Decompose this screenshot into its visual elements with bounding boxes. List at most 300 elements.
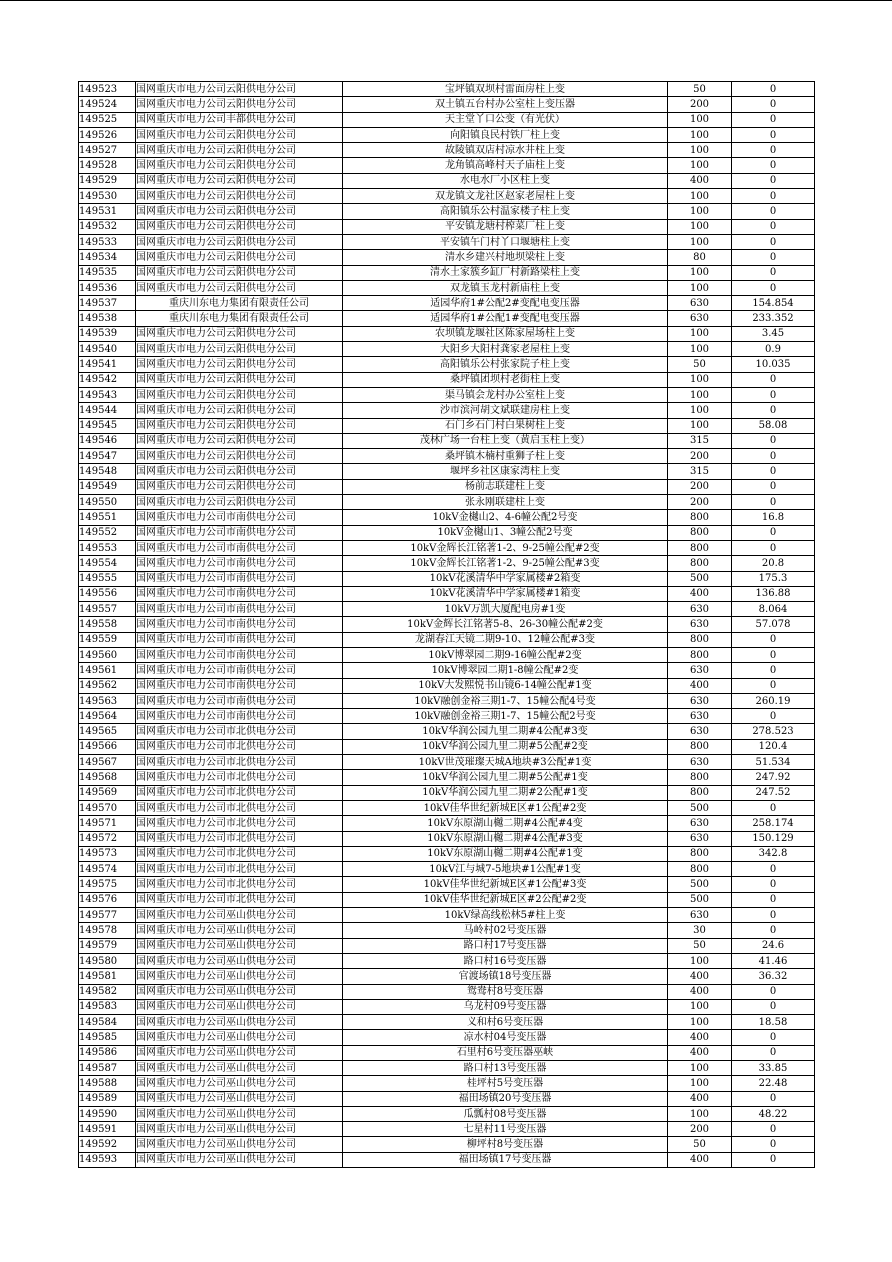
table-row xyxy=(79,571,815,586)
cell-transformer-name: 张永刚联建柱上变 xyxy=(343,495,668,510)
cell-capacity: 630 xyxy=(668,296,732,311)
cell-record-id: 149564 xyxy=(79,709,136,724)
table-row xyxy=(79,908,815,923)
cell-capacity: 50 xyxy=(668,82,732,97)
table-row xyxy=(79,953,815,968)
cell-company-name: 国网重庆市电力公司市南供电分公司 xyxy=(136,617,343,632)
cell-transformer-name: 石门乡石门村白果树柱上变 xyxy=(343,418,668,433)
cell-company-name: 国网重庆市电力公司云阳供电分公司 xyxy=(136,387,343,402)
cell-company-name: 国网重庆市电力公司云阳供电分公司 xyxy=(136,127,343,142)
cell-company-name: 国网重庆市电力公司巫山供电分公司 xyxy=(136,923,343,938)
cell-transformer-name: 路口村13号变压器 xyxy=(343,1061,668,1076)
cell-transformer-name: 双龙镇文龙社区赵家老屋柱上变 xyxy=(343,189,668,204)
cell-record-id: 149572 xyxy=(79,831,136,846)
cell-record-id: 149549 xyxy=(79,479,136,494)
table-row xyxy=(79,372,815,387)
table-row xyxy=(79,265,815,280)
cell-value: 120.4 xyxy=(732,739,815,754)
cell-transformer-name: 10kV融创金裕三期1-7、15幢公配2号变 xyxy=(343,709,668,724)
cell-company-name: 重庆川东电力集团有限责任公司 xyxy=(136,296,343,311)
cell-value: 0 xyxy=(732,372,815,387)
table-row xyxy=(79,678,815,693)
cell-record-id: 149555 xyxy=(79,571,136,586)
cell-transformer-name: 10kV江与城7-5地块#1公配#1变 xyxy=(343,862,668,877)
cell-record-id: 149551 xyxy=(79,510,136,525)
table-row xyxy=(79,112,815,127)
cell-record-id: 149587 xyxy=(79,1061,136,1076)
cell-company-name: 国网重庆市电力公司云阳供电分公司 xyxy=(136,143,343,158)
cell-company-name: 国网重庆市电力公司市南供电分公司 xyxy=(136,510,343,525)
cell-value: 175.3 xyxy=(732,571,815,586)
cell-company-name: 国网重庆市电力公司巫山供电分公司 xyxy=(136,999,343,1014)
cell-company-name: 国网重庆市电力公司市北供电分公司 xyxy=(136,862,343,877)
cell-capacity: 200 xyxy=(668,449,732,464)
cell-capacity: 630 xyxy=(668,311,732,326)
table-row xyxy=(79,892,815,907)
cell-capacity: 800 xyxy=(668,632,732,647)
cell-record-id: 149565 xyxy=(79,724,136,739)
cell-company-name: 国网重庆市电力公司市南供电分公司 xyxy=(136,556,343,571)
cell-transformer-name: 桂坪村5号变压器 xyxy=(343,1076,668,1091)
cell-record-id: 149531 xyxy=(79,204,136,219)
cell-record-id: 149577 xyxy=(79,908,136,923)
table-row xyxy=(79,617,815,632)
table-row xyxy=(79,862,815,877)
cell-transformer-name: 桑坪镇木楠村重狮子柱上变 xyxy=(343,449,668,464)
cell-capacity: 800 xyxy=(668,556,732,571)
cell-transformer-name: 适园华府1#公配1#变配电变压器 xyxy=(343,311,668,326)
cell-capacity: 200 xyxy=(668,479,732,494)
cell-transformer-name: 双土镇五台村办公室柱上变压器 xyxy=(343,97,668,112)
cell-record-id: 149585 xyxy=(79,1030,136,1045)
cell-value: 0 xyxy=(732,387,815,402)
cell-record-id: 149571 xyxy=(79,816,136,831)
table-row xyxy=(79,739,815,754)
table-row xyxy=(79,1137,815,1152)
cell-record-id: 149588 xyxy=(79,1076,136,1091)
cell-value: 24.6 xyxy=(732,938,815,953)
cell-record-id: 149570 xyxy=(79,800,136,815)
table-row xyxy=(79,663,815,678)
cell-capacity: 500 xyxy=(668,877,732,892)
cell-capacity: 100 xyxy=(668,403,732,418)
table-row xyxy=(79,540,815,555)
cell-capacity: 630 xyxy=(668,709,732,724)
cell-capacity: 630 xyxy=(668,693,732,708)
cell-record-id: 149580 xyxy=(79,953,136,968)
cell-transformer-name: 鸳鸯村8号变压器 xyxy=(343,984,668,999)
table-row xyxy=(79,449,815,464)
cell-record-id: 149530 xyxy=(79,189,136,204)
cell-value: 0 xyxy=(732,999,815,1014)
cell-capacity: 800 xyxy=(668,510,732,525)
cell-company-name: 国网重庆市电力公司云阳供电分公司 xyxy=(136,433,343,448)
cell-transformer-name: 龙角镇高峰村天子庙柱上变 xyxy=(343,158,668,173)
cell-company-name: 国网重庆市电力公司巫山供电分公司 xyxy=(136,953,343,968)
cell-value: 0 xyxy=(732,173,815,188)
cell-transformer-name: 10kV佳华世纪新城E区#1公配#3变 xyxy=(343,877,668,892)
table-row xyxy=(79,999,815,1014)
table-row xyxy=(79,969,815,984)
cell-capacity: 100 xyxy=(668,280,732,295)
cell-capacity: 800 xyxy=(668,770,732,785)
cell-transformer-name: 10kV金樾山2、4-6幢公配2号变 xyxy=(343,510,668,525)
cell-capacity: 800 xyxy=(668,739,732,754)
cell-record-id: 149546 xyxy=(79,433,136,448)
cell-record-id: 149569 xyxy=(79,785,136,800)
cell-capacity: 100 xyxy=(668,1106,732,1121)
cell-record-id: 149526 xyxy=(79,127,136,142)
cell-capacity: 630 xyxy=(668,724,732,739)
cell-value: 10.035 xyxy=(732,357,815,372)
cell-company-name: 国网重庆市电力公司云阳供电分公司 xyxy=(136,219,343,234)
table-row xyxy=(79,280,815,295)
cell-transformer-name: 七星村11号变压器 xyxy=(343,1122,668,1137)
table-row xyxy=(79,647,815,662)
table-row xyxy=(79,234,815,249)
cell-transformer-name: 瓜瓢村08号变压器 xyxy=(343,1106,668,1121)
table-row xyxy=(79,433,815,448)
cell-capacity: 100 xyxy=(668,265,732,280)
cell-transformer-name: 渠马镇会龙村办公室柱上变 xyxy=(343,387,668,402)
cell-transformer-name: 柳坪村8号变压器 xyxy=(343,1137,668,1152)
cell-value: 154.854 xyxy=(732,296,815,311)
cell-record-id: 149557 xyxy=(79,602,136,617)
cell-record-id: 149553 xyxy=(79,540,136,555)
cell-transformer-name: 10kV大发熙悦书山镜6-14幢公配#1变 xyxy=(343,678,668,693)
cell-value: 20.8 xyxy=(732,556,815,571)
cell-capacity: 400 xyxy=(668,586,732,601)
cell-capacity: 800 xyxy=(668,525,732,540)
cell-company-name: 国网重庆市电力公司云阳供电分公司 xyxy=(136,158,343,173)
cell-record-id: 149533 xyxy=(79,234,136,249)
cell-transformer-name: 10kV华润公园九里二期#4公配#3变 xyxy=(343,724,668,739)
cell-capacity: 800 xyxy=(668,846,732,861)
cell-record-id: 149581 xyxy=(79,969,136,984)
cell-transformer-name: 福田场镇17号变压器 xyxy=(343,1152,668,1167)
cell-transformer-name: 10kV融创金裕三期1-7、15幢公配4号变 xyxy=(343,693,668,708)
cell-capacity: 100 xyxy=(668,1015,732,1030)
cell-record-id: 149537 xyxy=(79,296,136,311)
table-row xyxy=(79,342,815,357)
cell-record-id: 149529 xyxy=(79,173,136,188)
cell-value: 0 xyxy=(732,709,815,724)
cell-company-name: 国网重庆市电力公司市南供电分公司 xyxy=(136,709,343,724)
cell-transformer-name: 10kV华润公园九里二期#5公配#1变 xyxy=(343,770,668,785)
cell-company-name: 国网重庆市电力公司云阳供电分公司 xyxy=(136,479,343,494)
cell-transformer-name: 10kV华润公园九里二期#5公配#2变 xyxy=(343,739,668,754)
cell-record-id: 149541 xyxy=(79,357,136,372)
cell-transformer-name: 双龙镇玉龙村新庙柱上变 xyxy=(343,280,668,295)
cell-record-id: 149544 xyxy=(79,403,136,418)
cell-company-name: 国网重庆市电力公司巫山供电分公司 xyxy=(136,969,343,984)
cell-record-id: 149582 xyxy=(79,984,136,999)
cell-capacity: 630 xyxy=(668,816,732,831)
cell-value: 0 xyxy=(732,449,815,464)
cell-record-id: 149558 xyxy=(79,617,136,632)
table-row xyxy=(79,800,815,815)
table-row xyxy=(79,770,815,785)
cell-value: 0 xyxy=(732,250,815,265)
cell-record-id: 149573 xyxy=(79,846,136,861)
cell-value: 0 xyxy=(732,479,815,494)
table-row xyxy=(79,479,815,494)
cell-value: 0 xyxy=(732,158,815,173)
cell-transformer-name: 官渡场镇18号变压器 xyxy=(343,969,668,984)
table-row xyxy=(79,556,815,571)
table-row xyxy=(79,586,815,601)
cell-record-id: 149524 xyxy=(79,97,136,112)
cell-transformer-name: 故陵镇双店村凉水井柱上变 xyxy=(343,143,668,158)
cell-value: 258.174 xyxy=(732,816,815,831)
cell-company-name: 国网重庆市电力公司巫山供电分公司 xyxy=(136,1076,343,1091)
cell-capacity: 315 xyxy=(668,433,732,448)
table-row xyxy=(79,846,815,861)
cell-capacity: 100 xyxy=(668,387,732,402)
cell-capacity: 100 xyxy=(668,326,732,341)
cell-capacity: 630 xyxy=(668,663,732,678)
table-row xyxy=(79,219,815,234)
table-row xyxy=(79,1122,815,1137)
table-row xyxy=(79,1152,815,1167)
cell-record-id: 149525 xyxy=(79,112,136,127)
cell-company-name: 国网重庆市电力公司巫山供电分公司 xyxy=(136,1152,343,1167)
cell-company-name: 国网重庆市电力公司云阳供电分公司 xyxy=(136,82,343,97)
cell-value: 51.534 xyxy=(732,755,815,770)
cell-company-name: 国网重庆市电力公司云阳供电分公司 xyxy=(136,265,343,280)
cell-company-name: 国网重庆市电力公司巫山供电分公司 xyxy=(136,984,343,999)
table-row xyxy=(79,418,815,433)
cell-capacity: 400 xyxy=(668,678,732,693)
cell-record-id: 149554 xyxy=(79,556,136,571)
transformer-table-body xyxy=(79,82,815,1168)
cell-capacity: 100 xyxy=(668,219,732,234)
cell-value: 0 xyxy=(732,189,815,204)
cell-company-name: 国网重庆市电力公司巫山供电分公司 xyxy=(136,908,343,923)
cell-record-id: 149591 xyxy=(79,1122,136,1137)
cell-capacity: 100 xyxy=(668,143,732,158)
cell-capacity: 100 xyxy=(668,999,732,1014)
cell-value: 0 xyxy=(732,219,815,234)
cell-record-id: 149536 xyxy=(79,280,136,295)
cell-value: 247.92 xyxy=(732,770,815,785)
cell-company-name: 国网重庆市电力公司巫山供电分公司 xyxy=(136,1030,343,1045)
cell-record-id: 149543 xyxy=(79,387,136,402)
table-row xyxy=(79,1091,815,1106)
cell-record-id: 149576 xyxy=(79,892,136,907)
cell-value: 0 xyxy=(732,1030,815,1045)
table-row xyxy=(79,158,815,173)
cell-company-name: 国网重庆市电力公司市北供电分公司 xyxy=(136,755,343,770)
cell-value: 0 xyxy=(732,143,815,158)
table-row xyxy=(79,1045,815,1060)
cell-capacity: 630 xyxy=(668,602,732,617)
cell-transformer-name: 10kV世茂璀璨天城A地块#3公配#1变 xyxy=(343,755,668,770)
table-row xyxy=(79,831,815,846)
cell-transformer-name: 10kV东原湖山樾二期#4公配#1变 xyxy=(343,846,668,861)
cell-value: 136.88 xyxy=(732,586,815,601)
cell-capacity: 800 xyxy=(668,540,732,555)
table-row xyxy=(79,785,815,800)
cell-record-id: 149532 xyxy=(79,219,136,234)
table-row xyxy=(79,296,815,311)
cell-record-id: 149548 xyxy=(79,464,136,479)
cell-company-name: 国网重庆市电力公司云阳供电分公司 xyxy=(136,372,343,387)
cell-record-id: 149538 xyxy=(79,311,136,326)
cell-company-name: 国网重庆市电力公司云阳供电分公司 xyxy=(136,357,343,372)
cell-transformer-name: 高阳镇乐公村温家楼子柱上变 xyxy=(343,204,668,219)
cell-value: 0 xyxy=(732,403,815,418)
cell-value: 0 xyxy=(732,97,815,112)
cell-record-id: 149528 xyxy=(79,158,136,173)
cell-value: 0 xyxy=(732,495,815,510)
cell-capacity: 100 xyxy=(668,372,732,387)
cell-company-name: 国网重庆市电力公司巫山供电分公司 xyxy=(136,1122,343,1137)
cell-transformer-name: 沙市滨河胡文斌联建房柱上变 xyxy=(343,403,668,418)
cell-record-id: 149592 xyxy=(79,1137,136,1152)
cell-record-id: 149527 xyxy=(79,143,136,158)
table-row xyxy=(79,877,815,892)
cell-transformer-name: 清水土家簇乡缸厂村新路梁柱上变 xyxy=(343,265,668,280)
table-row xyxy=(79,602,815,617)
cell-value: 0 xyxy=(732,265,815,280)
cell-value: 260.19 xyxy=(732,693,815,708)
table-row xyxy=(79,816,815,831)
cell-capacity: 100 xyxy=(668,1076,732,1091)
cell-company-name: 重庆川东电力集团有限责任公司 xyxy=(136,311,343,326)
cell-capacity: 800 xyxy=(668,647,732,662)
cell-value: 342.8 xyxy=(732,846,815,861)
cell-capacity: 80 xyxy=(668,250,732,265)
cell-transformer-name: 10kV金辉长江铭著5-8、26-30幢公配#2变 xyxy=(343,617,668,632)
cell-value: 0 xyxy=(732,1045,815,1060)
cell-company-name: 国网重庆市电力公司市北供电分公司 xyxy=(136,892,343,907)
cell-record-id: 149535 xyxy=(79,265,136,280)
cell-capacity: 50 xyxy=(668,938,732,953)
cell-company-name: 国网重庆市电力公司巫山供电分公司 xyxy=(136,1091,343,1106)
cell-transformer-name: 义和村6号变压器 xyxy=(343,1015,668,1030)
table-row xyxy=(79,709,815,724)
table-row xyxy=(79,97,815,112)
cell-company-name: 国网重庆市电力公司云阳供电分公司 xyxy=(136,173,343,188)
cell-record-id: 149589 xyxy=(79,1091,136,1106)
cell-value: 0 xyxy=(732,112,815,127)
table-row xyxy=(79,250,815,265)
cell-capacity: 400 xyxy=(668,1030,732,1045)
cell-capacity: 50 xyxy=(668,357,732,372)
cell-value: 0 xyxy=(732,877,815,892)
cell-capacity: 630 xyxy=(668,755,732,770)
cell-transformer-name: 桑坪镇团坝村老街柱上变 xyxy=(343,372,668,387)
cell-value: 0 xyxy=(732,862,815,877)
cell-value: 0 xyxy=(732,540,815,555)
cell-capacity: 315 xyxy=(668,464,732,479)
cell-record-id: 149568 xyxy=(79,770,136,785)
table-row xyxy=(79,1076,815,1091)
table-row xyxy=(79,495,815,510)
cell-capacity: 630 xyxy=(668,908,732,923)
cell-value: 0.9 xyxy=(732,342,815,357)
cell-transformer-name: 向阳镇良民村铁厂柱上变 xyxy=(343,127,668,142)
cell-value: 0 xyxy=(732,663,815,678)
cell-value: 57.078 xyxy=(732,617,815,632)
cell-transformer-name: 10kV东原湖山樾二期#4公配#3变 xyxy=(343,831,668,846)
cell-value: 233.352 xyxy=(732,311,815,326)
cell-record-id: 149575 xyxy=(79,877,136,892)
table-row xyxy=(79,938,815,953)
cell-capacity: 100 xyxy=(668,204,732,219)
table-row xyxy=(79,357,815,372)
cell-company-name: 国网重庆市电力公司云阳供电分公司 xyxy=(136,403,343,418)
cell-transformer-name: 堰坪乡社区康家湾柱上变 xyxy=(343,464,668,479)
cell-value: 0 xyxy=(732,892,815,907)
cell-capacity: 50 xyxy=(668,1137,732,1152)
cell-record-id: 149534 xyxy=(79,250,136,265)
table-row xyxy=(79,311,815,326)
cell-company-name: 国网重庆市电力公司市南供电分公司 xyxy=(136,586,343,601)
cell-capacity: 200 xyxy=(668,1122,732,1137)
cell-capacity: 100 xyxy=(668,234,732,249)
cell-transformer-name: 10kV金樾山1、3幢公配2号变 xyxy=(343,525,668,540)
cell-value: 278.523 xyxy=(732,724,815,739)
cell-value: 0 xyxy=(732,1091,815,1106)
cell-transformer-name: 路口村16号变压器 xyxy=(343,953,668,968)
cell-record-id: 149561 xyxy=(79,663,136,678)
cell-capacity: 400 xyxy=(668,969,732,984)
cell-record-id: 149590 xyxy=(79,1106,136,1121)
cell-transformer-name: 10kV绿高线松林5#柱上变 xyxy=(343,908,668,923)
cell-company-name: 国网重庆市电力公司市南供电分公司 xyxy=(136,647,343,662)
cell-value: 0 xyxy=(732,1122,815,1137)
table-row xyxy=(79,984,815,999)
cell-company-name: 国网重庆市电力公司丰都供电分公司 xyxy=(136,112,343,127)
cell-transformer-name: 天主堂丫口公变（有光伏） xyxy=(343,112,668,127)
cell-company-name: 国网重庆市电力公司市北供电分公司 xyxy=(136,800,343,815)
cell-company-name: 国网重庆市电力公司云阳供电分公司 xyxy=(136,189,343,204)
cell-transformer-name: 茂林广场一台柱上变（黄启玉柱上变） xyxy=(343,433,668,448)
cell-capacity: 100 xyxy=(668,189,732,204)
cell-company-name: 国网重庆市电力公司云阳供电分公司 xyxy=(136,342,343,357)
cell-capacity: 100 xyxy=(668,112,732,127)
table-row xyxy=(79,525,815,540)
cell-company-name: 国网重庆市电力公司市北供电分公司 xyxy=(136,877,343,892)
cell-transformer-name: 适园华府1#公配2#变配电变压器 xyxy=(343,296,668,311)
cell-transformer-name: 清水乡建兴村地坝梁柱上变 xyxy=(343,250,668,265)
cell-company-name: 国网重庆市电力公司市北供电分公司 xyxy=(136,831,343,846)
cell-company-name: 国网重庆市电力公司市南供电分公司 xyxy=(136,678,343,693)
cell-value: 0 xyxy=(732,525,815,540)
cell-company-name: 国网重庆市电力公司市北供电分公司 xyxy=(136,724,343,739)
cell-company-name: 国网重庆市电力公司云阳供电分公司 xyxy=(136,97,343,112)
cell-value: 0 xyxy=(732,923,815,938)
cell-company-name: 国网重庆市电力公司巫山供电分公司 xyxy=(136,1106,343,1121)
cell-transformer-name: 杨前志联建柱上变 xyxy=(343,479,668,494)
cell-transformer-name: 宝坪镇双坝村雷面房柱上变 xyxy=(343,82,668,97)
cell-company-name: 国网重庆市电力公司市北供电分公司 xyxy=(136,785,343,800)
cell-value: 22.48 xyxy=(732,1076,815,1091)
cell-company-name: 国网重庆市电力公司市南供电分公司 xyxy=(136,540,343,555)
cell-transformer-name: 龙湖春江天镜二期9-10、12幢公配#3变 xyxy=(343,632,668,647)
cell-company-name: 国网重庆市电力公司市南供电分公司 xyxy=(136,602,343,617)
cell-value: 48.22 xyxy=(732,1106,815,1121)
table-row xyxy=(79,143,815,158)
table-row xyxy=(79,1030,815,1045)
cell-value: 33.85 xyxy=(732,1061,815,1076)
table-row xyxy=(79,204,815,219)
table-row xyxy=(79,82,815,97)
cell-record-id: 149578 xyxy=(79,923,136,938)
cell-record-id: 149545 xyxy=(79,418,136,433)
